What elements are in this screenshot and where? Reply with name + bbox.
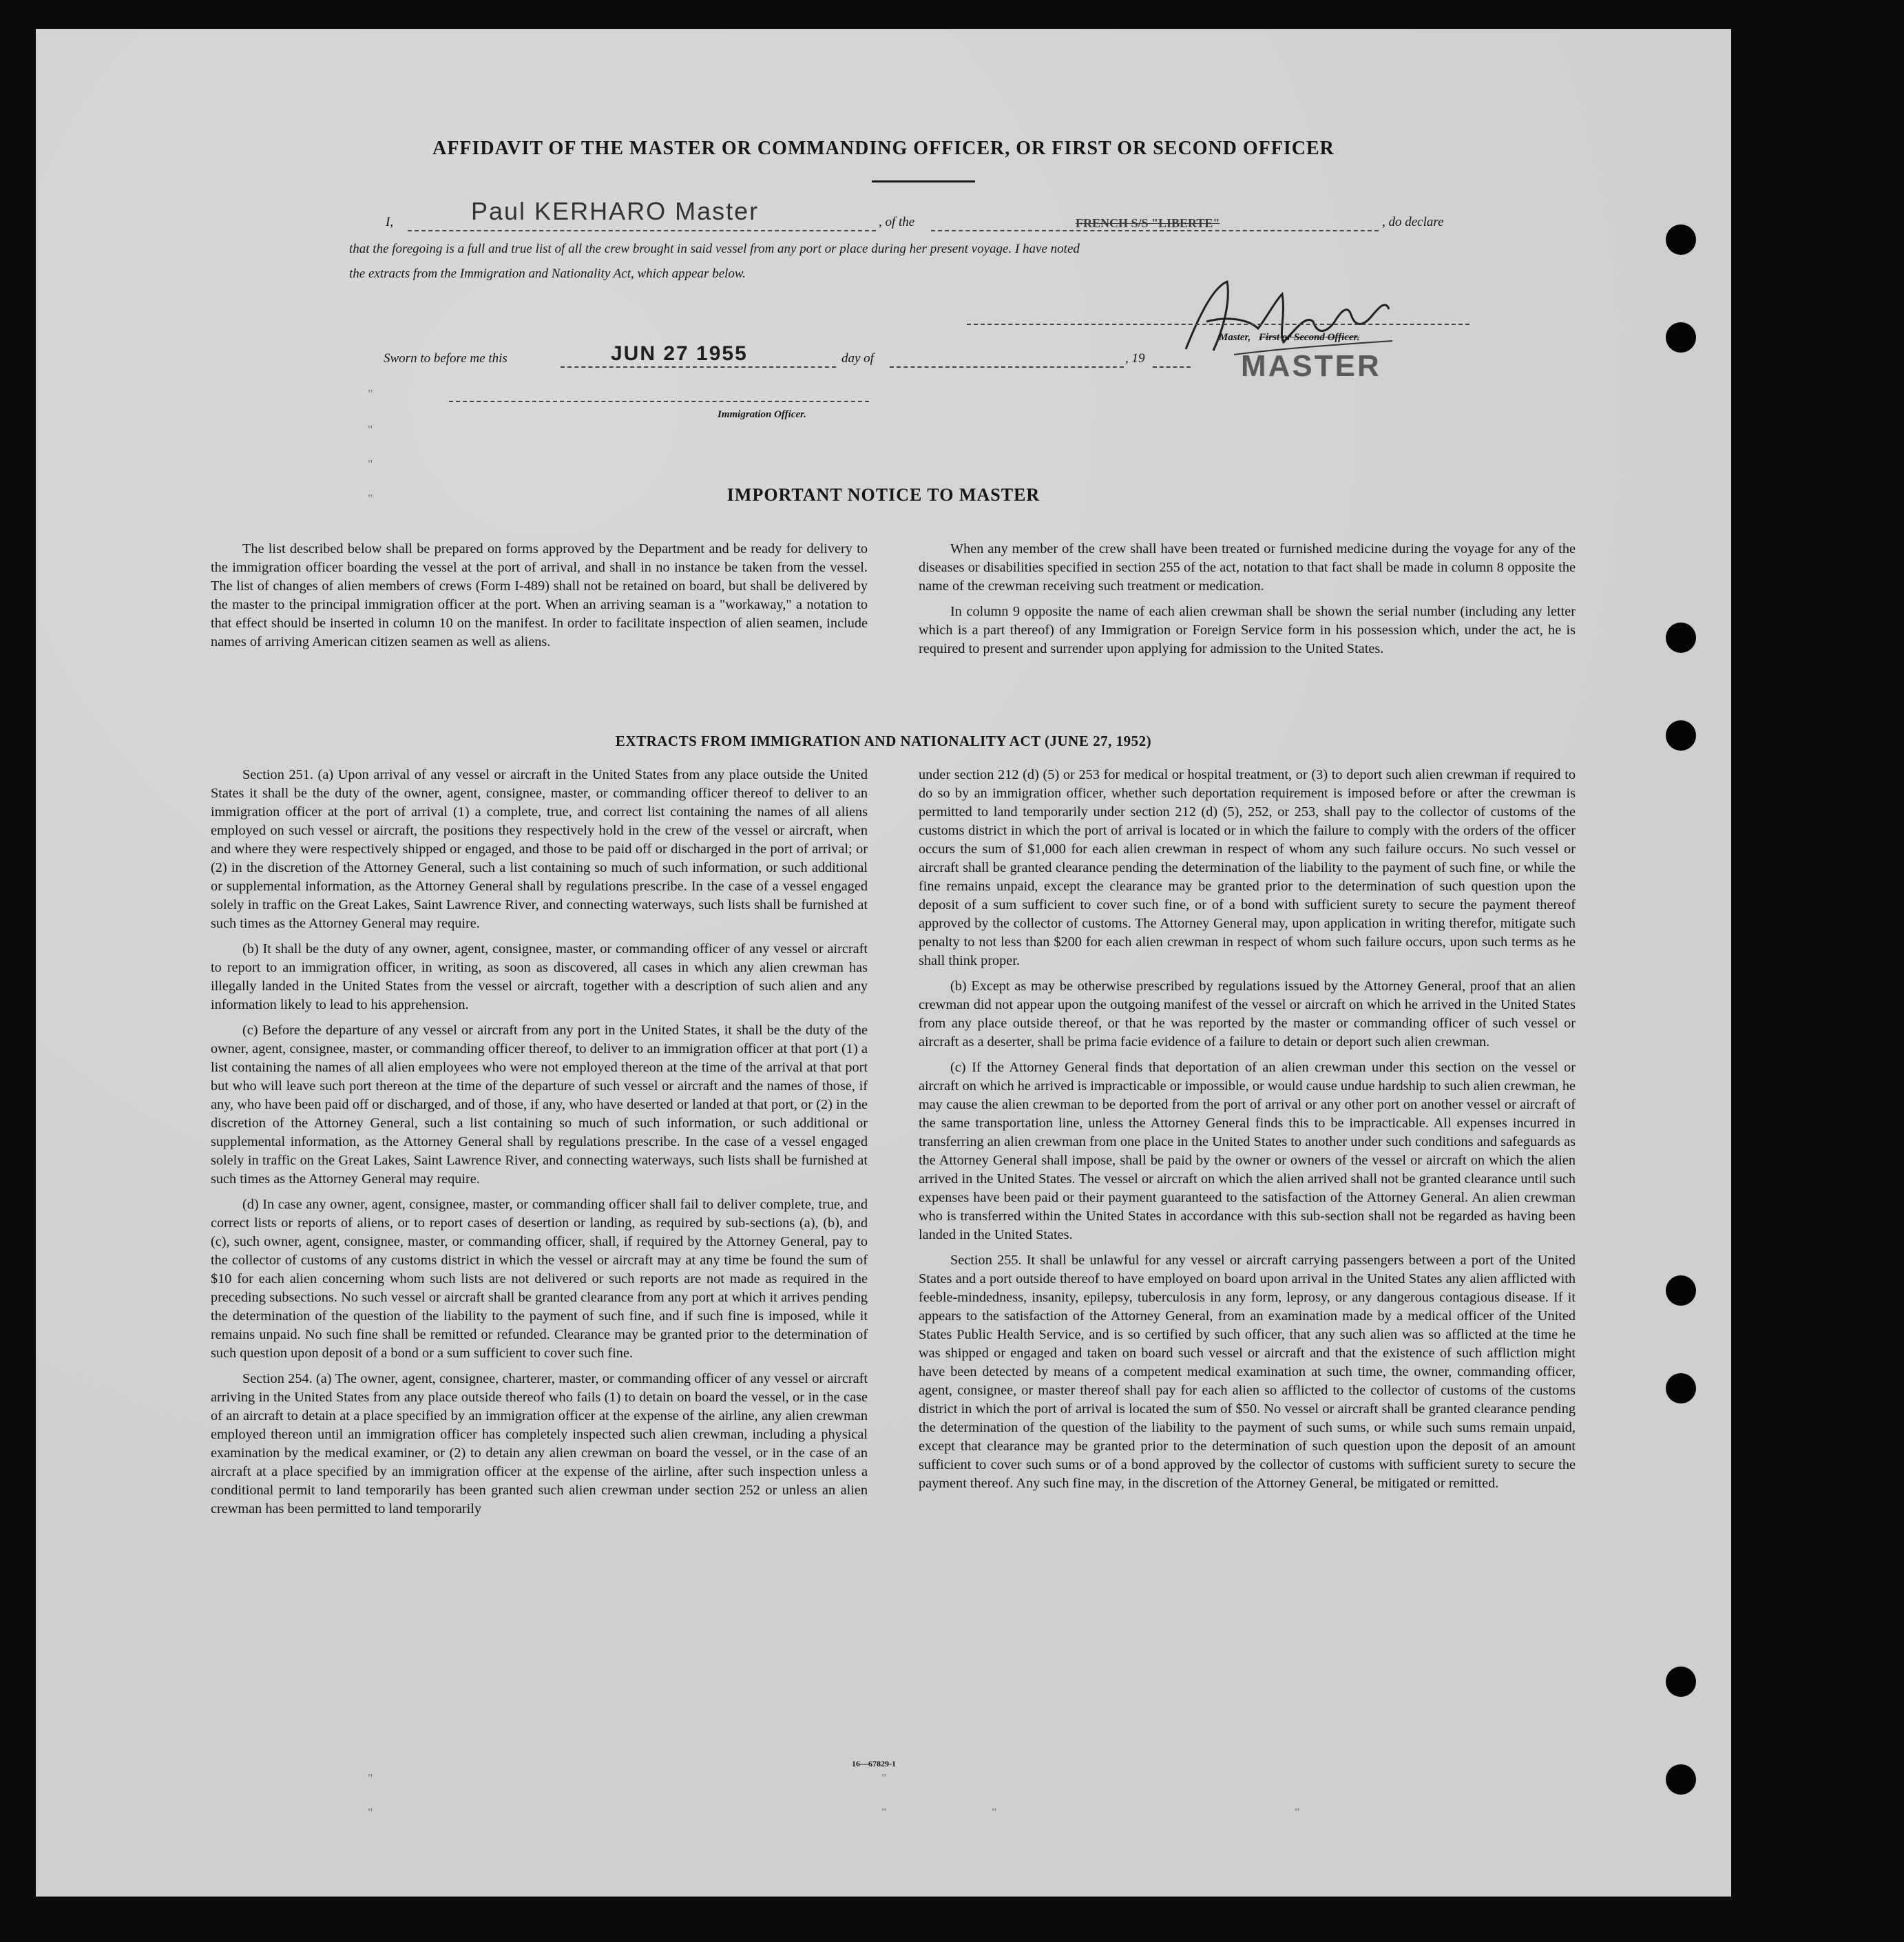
section-254c: (c) If the Attorney General finds that deportation of an alien crewman under this section on the vessel or aircraft on which he arrived is impracticable or impossible, or would cause undue hardship to such alien crewman, he may cause the alien crewman to be deported from the port of arrival or any other port on another vessel or aircraft of the same transportation line, unless the Attorney General finds this to be impracticable. All expenses incurred in transferring an alien crewman from one place in the United States to another under such conditions and safeguards as the Attorney General shall impose, shall be paid by the owner or owners of the vessel or aircraft on which the alien arrived in the United States. The vessel or aircraft on which the alien arrived shall not be granted clearance until such expenses have been paid or their payment guaranteed to the satisfaction of the Attorney General. An alien crewman who is transferred within the United States in accordance with this sub-section shall not be regarded as having been landed in the United States. [919, 1060, 1576, 1242]
declarant-name: Paul KERHARO Master [471, 197, 760, 225]
title-rule [872, 180, 975, 182]
ditto-mark: " [368, 1806, 373, 1819]
punch-hole [1666, 1373, 1696, 1403]
master-stamp: MASTER [1241, 349, 1381, 383]
section-254a-continued: under section 212 (d) (5) or 253 for medical or hospital treatment, or (3) to deport such alien crewman if required to do so by an immigration officer, whether such deportation requirement is imposed before or after the crewman is permitted to land temporarily under section 212 (d) (5), 252, or 253, shall pay to the collector of customs of the customs district in which the port of arrival is located or in which the failure to comply with the orders of the officer occurs the sum of $1,000 for each alien crewman in respect of whom any such failure occurs. No such vessel or aircraft shall be granted clearance pending the determination of the liability to the payment of such fine, or while the fine remains unpaid, except the clearance may be granted prior to the determination of such question upon the deposit of a sum sufficient to cover such fine, or of a bond with sufficient surety to secure the payment thereof approved by the collector of customs. The Attorney General may, upon application in writing therefor, mitigate such penalty to not less than $200 for each alien crewman in respect of whom such failure occurs, upon such terms as he shall think proper. [919, 767, 1576, 968]
statement-line-1: that the foregoing is a full and true list of all the crew brought in said vessel from any port or place during her present voyage. I have noted [349, 242, 1080, 256]
signature-line [967, 324, 1469, 325]
form-code: 16—67829-1 [852, 1759, 896, 1768]
notice-left-column [211, 540, 868, 658]
ditto-mark: " [992, 1806, 997, 1819]
notice-right-paragraph-2: In column 9 opposite the name of each alien crewman shall be shown the serial number (including any letter which is a part thereof) of any Immigration or Foreign Service form in his possession which, under the act, he is required to present and surrender upon applying for admission to the United States. [919, 604, 1576, 656]
extracts-left-column [211, 766, 868, 1525]
section-251b: (b) It shall be the duty of any owner, agent, consignee, master, or commanding officer of any vessel or aircraft to report to an immigration officer, in writing, as soon as discovered, all cases in which any alien crewman has illegally landed in the United States from the vessel or aircraft, together with a description of such alien and any information likely to lead to his apprehension. [211, 941, 868, 1012]
punch-hole [1666, 225, 1696, 255]
day-of-line [890, 366, 1124, 368]
ditto-mark: " [1295, 1806, 1300, 1819]
section-254a: Section 254. (a) The owner, agent, consignee, charterer, master, or commanding officer of any vessel or aircraft arriving in the United States from any place outside thereof who fails (1) to detain on board the vessel, or in the case of an aircraft to detain at a place specified by an immigration officer at the expense of the airline, any alien crewman employed thereon until an immigration officer has completely inspected such alien crewman, including a physical examination by the medical examiner, or (2) to detain any alien crewman on board the vessel, or in the case of an aircraft at a place specified by an immigration officer at the expense of the airline, after such inspection unless a conditional permit to land temporarily has been granted such alien crewman under section 252 or unless an alien crewman has been permitted to land temporarily [211, 1371, 868, 1516]
punch-hole [1666, 623, 1696, 653]
ditto-mark: " [368, 457, 373, 471]
sworn-date-line [561, 366, 836, 368]
ditto-mark: " [368, 492, 373, 505]
punch-hole [1666, 322, 1696, 353]
year-line [1153, 366, 1191, 368]
ditto-mark: " [368, 387, 373, 401]
of-the-label: , of the [879, 215, 915, 229]
ditto-mark: " [368, 423, 373, 437]
affidavit-title: AFFIDAVIT OF THE MASTER OR COMMANDING OFFICER, OR FIRST OR SECOND OFFICER [432, 138, 1335, 159]
notice-right-paragraph-1: When any member of the crew shall have been treated or furnished medicine during the voyage for any of the diseases or disabilities specified in section 255 of the act, notation to that fact shall be made in column 8 opposite the name of the crewman receiving such treatment or medication. [919, 541, 1576, 594]
immigration-officer-caption: Immigration Officer. [718, 409, 806, 420]
punch-hole [1666, 1667, 1696, 1697]
statement-line-2: the extracts from the Immigration and Nationality Act, which appear below. [349, 267, 746, 281]
vessel-name: FRENCH S/S "LIBERTE" [1076, 216, 1220, 230]
section-251c: (c) Before the departure of any vessel or aircraft from any port in the United States, it shall be the duty of the owner, agent, consignee, master, or commanding officer thereof, to deliver to an immigration officer at that port (1) a list containing the names of all alien employees who were not employed thereon at the time of the arrival at that port but who will leave such port thereon at the time of the departure of such vessel or aircraft and the names of those, if any, who have been paid off or discharged, and of those, if any, who have deserted or landed at that port, or (2) in the discretion of the Attorney General, such a list containing so much of such information, or such additional or supplemental information, as the Attorney General shall by regulations prescribe. In the case of a vessel engaged solely in traffic on the Great Lakes, Saint Lawrence River, and connecting waterways, such lists shall be furnished at such times as the Attorney General may require. [211, 1023, 868, 1187]
do-declare-label: , do declare [1382, 215, 1444, 229]
i-prefix: I, [386, 215, 394, 229]
extracts-title: EXTRACTS FROM IMMIGRATION AND NATIONALITY ACT (JUNE 27, 1952) [615, 733, 1152, 749]
punch-hole [1666, 720, 1696, 751]
signature-caption-master: Master, [1219, 332, 1251, 343]
immigration-officer-line [449, 401, 869, 402]
sworn-prefix: Sworn to before me this [384, 351, 508, 366]
notice-right-column [919, 540, 1576, 665]
sworn-date-stamp: JUN 27 1955 [611, 342, 748, 365]
ditto-mark: " [881, 1806, 887, 1819]
declarant-line [408, 230, 876, 231]
section-251d: (d) In case any owner, agent, consignee, master, or commanding officer shall fail to deliver complete, true, and correct lists or reports of aliens, or to report cases of desertion or landing, as required by sub-sections (a), (b), and (c), such owner, agent, consignee, master, or commanding officer, shall, if required by the Attorney General, pay to the collector of customs of any customs district in which the vessel or aircraft may at any time be found the sum of $10 for each alien concerning whom such lists are not delivered or such reports are not made as required in the preceding subsections. No such vessel or aircraft shall be granted clearance from any port at which it arrives pending the determination of the question of the liability to the payment of such fine, and if such fine is imposed, while it remains unpaid. No such fine shall be remitted or refunded. Clearance may be granted prior to the determination of such question upon deposit of a bond or a sum sufficient to cover such fine. [211, 1197, 868, 1361]
section-251a: Section 251. (a) Upon arrival of any vessel or aircraft in the United States from any place outside the United States it shall be the duty of the owner, agent, consignee, master, or commanding officer thereof to deliver to an immigration officer at the port of arrival (1) a complete, true, and correct list containing the names of all aliens employed on such vessel or aircraft, the positions they respectively hold in the crew of the vessel or aircraft, when and where they were respectively shipped or engaged, and those to be paid off or discharged in the port of arrival; or (2) in the discretion of the Attorney General, such a list containing so much of such information, or such additional or supplemental information, as the Attorney General shall by regulations prescribe. In the case of a vessel engaged solely in traffic on the Great Lakes, Saint Lawrence River, and connecting waterways, such lists shall be furnished at such times as the Attorney General may require. [211, 767, 868, 931]
ditto-mark: " [368, 1771, 373, 1785]
extracts-right-column [919, 766, 1576, 1500]
section-255: Section 255. It shall be unlawful for any vessel or aircraft carrying passengers between a port of the United States and a port outside thereof to have employed on board upon arrival in the United States any alien afflicted with feeble-mindedness, insanity, epilepsy, tuberculosis in any form, leprosy, or any dangerous contagious disease. If it appears to the satisfaction of the Attorney General, from an examination made by a medical officer of the United States Public Health Service, and is so certified by such officer, that any such alien was so afflicted at the time he was shipped or engaged and taken on board such vessel or aircraft and that the existence of such affliction might have been detected by means of a competent medical examination at such time, the owner, commanding officer, agent, consignee, or master thereof shall pay for each alien so afflicted to the collector of customs of the customs district in which the port of arrival is located the sum of $50. No vessel or aircraft shall be granted clearance pending the determination of the question of the liability to the payment of such sums, or while such sums remain unpaid, except that clearance may be granted prior to the determination of such question upon the deposit of an amount sufficient to cover such sums or of a bond approved by the collector of customs with sufficient surety to secure the payment thereof. Any such fine may, in the discretion of the Attorney General, be mitigated or remitted. [919, 1253, 1576, 1491]
ditto-mark: " [881, 1771, 887, 1785]
punch-hole [1666, 1275, 1696, 1306]
document-page [36, 29, 1731, 1897]
day-of-label: day of [841, 351, 874, 366]
section-254b: (b) Except as may be otherwise prescribed by regulations issued by the Attorney General, proof that an alien crewman did not appear upon the outgoing manifest of the vessel or aircraft on which he arrived in the United States from any place outside thereof, or that he was reported by the master or commanding officer of such vessel or aircraft as a deserter, shall be prima facie evidence of a failure to detain or deport such alien crewman. [919, 979, 1576, 1050]
punch-hole [1666, 1764, 1696, 1795]
notice-title: IMPORTANT NOTICE TO MASTER [726, 485, 1040, 505]
signature-caption-struck: First or Second Officer. [1259, 332, 1360, 343]
year-prefix: , 19 [1125, 351, 1145, 366]
notice-left-paragraph: The list described below shall be prepared on forms approved by the Department and be ready for delivery to the immigration officer boarding the vessel at the port of arrival, and shall in no instance be taken from the vessel. The list of changes of alien members of crews (Form I-489) shall not be retained on board, but shall be delivered by the master to the principal immigration officer at the port. When an arriving seaman is a "workaway," a notation to that effect should be inserted in column 10 on the manifest. In order to facilitate inspection of alien seamen, include names of arriving American citizen seamen as well as aliens. [211, 541, 868, 649]
